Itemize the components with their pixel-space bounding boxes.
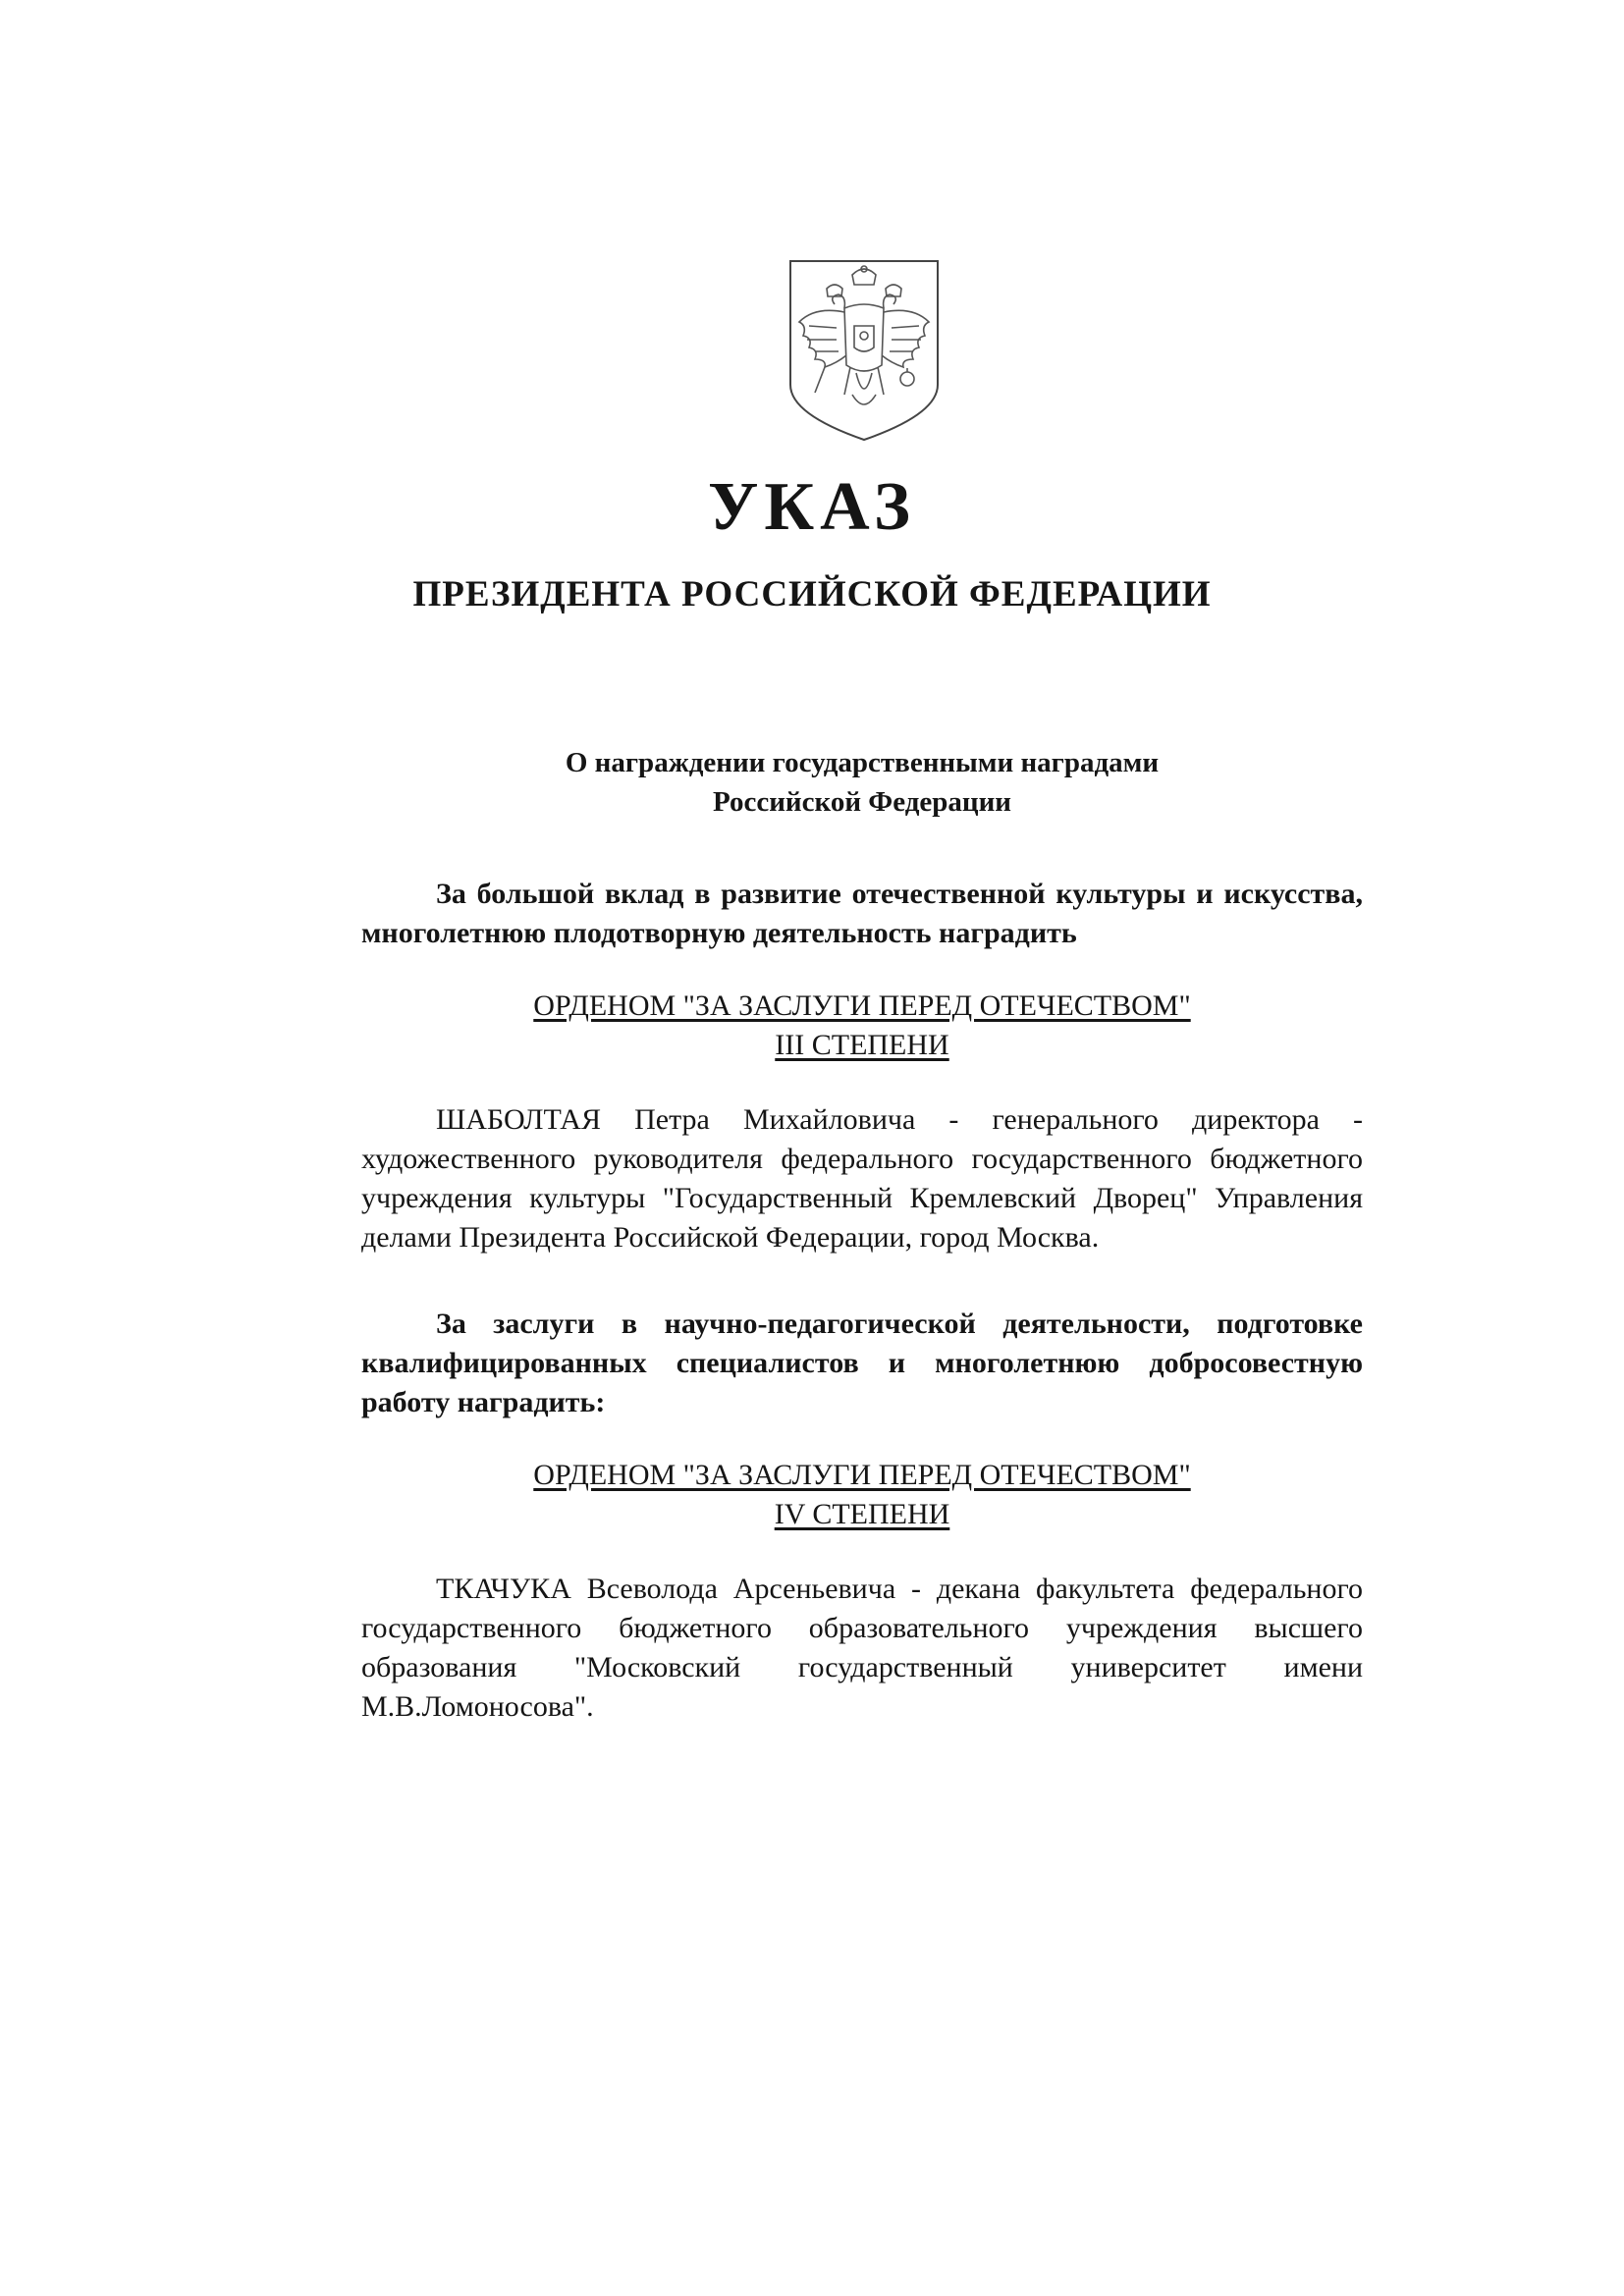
document-title: УКАЗ xyxy=(708,469,916,545)
award-name: ОРДЕНОМ "ЗА ЗАСЛУГИ ПЕРЕД ОТЕЧЕСТВОМ" xyxy=(533,989,1191,1022)
decree-heading-line: О награждении государственными наградами xyxy=(565,747,1160,778)
document-subtitle: ПРЕЗИДЕНТА РОССИЙСКОЙ ФЕДЕРАЦИИ xyxy=(412,574,1212,614)
decree-body xyxy=(361,743,1363,1727)
section-preamble: За большой вклад в развитие отечественной культуры и искусства, многолетнюю плодотворную деятельность наградить xyxy=(361,878,1363,949)
decree-heading-line: Российской Федерации xyxy=(712,786,1011,818)
section-preamble: За заслуги в научно-педагогической деятельности, подготовке квалифицированных специалистов и многолетнюю добросовестную работу наградить: xyxy=(361,1308,1363,1418)
award-degree: IV СТЕПЕНИ xyxy=(774,1498,950,1530)
award-recipient: ШАБОЛТАЯ Петра Михайловича - генерального директора - художественного руководителя федерального государственного бюджетного учреждения культуры "Государственный Кремлевский Дворец" Управления делами Президента Российской Федерации, город Москва. xyxy=(361,1103,1363,1254)
award-recipient: ТКАЧУКА Всеволода Арсеньевича - декана факультета федерального государственного бюджетного образовательного учреждения высшего образования "Московский государственный университет имени М.В.Ломоносова". xyxy=(361,1573,1363,1723)
award-name: ОРДЕНОМ "ЗА ЗАСЛУГИ ПЕРЕД ОТЕЧЕСТВОМ" xyxy=(533,1459,1191,1491)
russian-coat-of-arms-icon xyxy=(785,257,943,444)
award-degree: III СТЕПЕНИ xyxy=(775,1029,949,1061)
